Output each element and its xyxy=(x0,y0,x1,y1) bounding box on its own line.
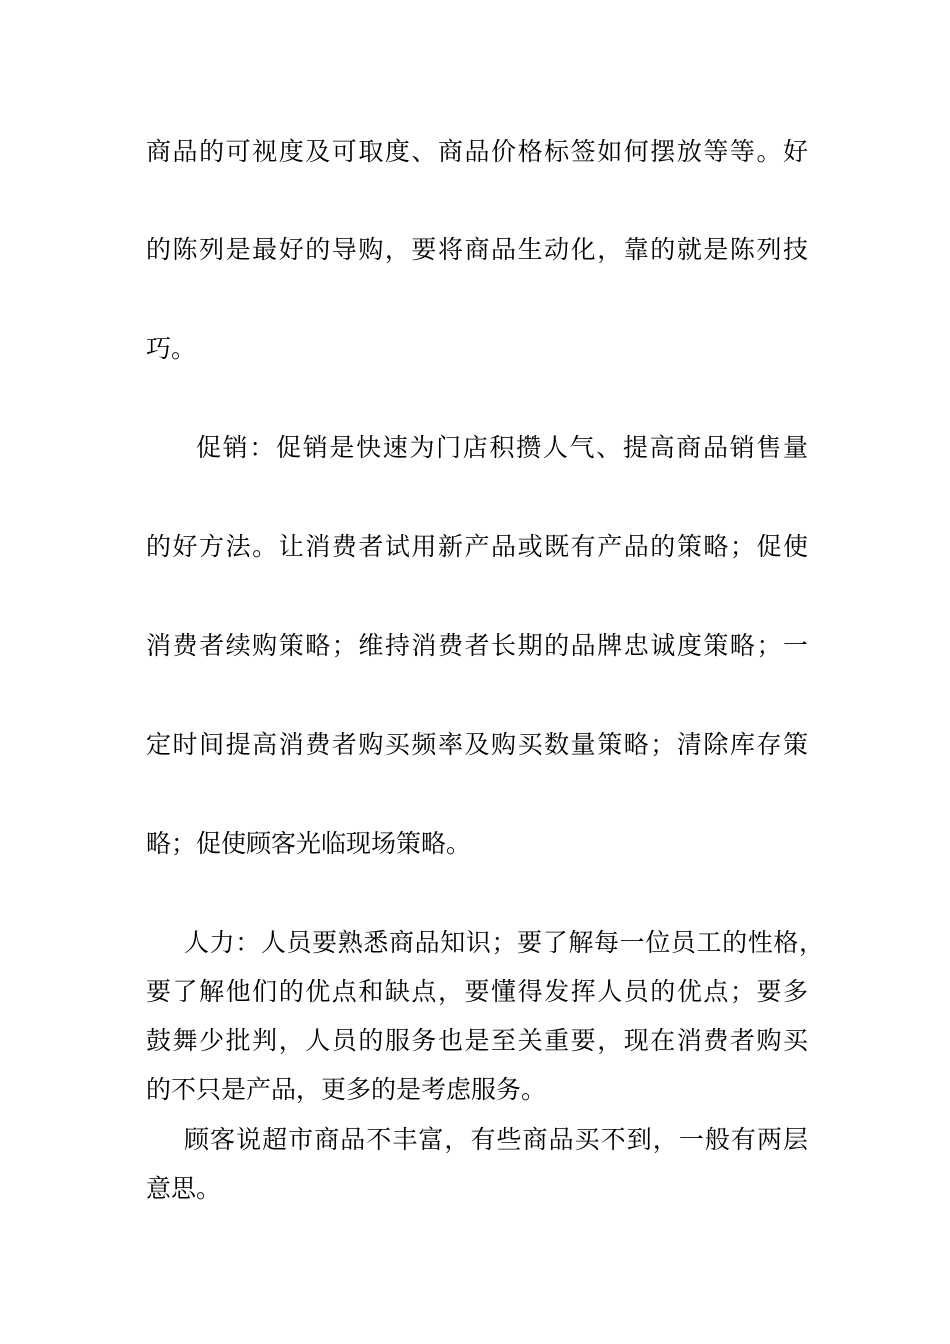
text-line: 意思。 xyxy=(146,1174,222,1203)
paragraph-start-line: 人力：人员要熟悉商品知识；要了解每一位员工的性格， xyxy=(184,928,824,957)
text-line: 鼓舞少批判，人员的服务也是至关重要，现在消费者购买 xyxy=(146,1026,808,1055)
paragraph-start-line: 顾客说超市商品不丰富，有些商品买不到，一般有两层 xyxy=(184,1125,808,1154)
text-line: 的陈列是最好的导购，要将商品生动化，靠的就是陈列技 xyxy=(146,235,808,264)
text-line: 略；促使顾客光临现场策略。 xyxy=(146,829,472,858)
text-line: 消费者续购策略；维持消费者长期的品牌忠诚度策略；一 xyxy=(146,631,808,660)
text-line: 的不只是产品，更多的是考虑服务。 xyxy=(146,1075,547,1104)
text-line: 商品的可视度及可取度、商品价格标签如何摆放等等。好 xyxy=(146,137,808,166)
text-line: 巧。 xyxy=(146,334,197,363)
text-line: 要了解他们的优点和缺点，要懂得发挥人员的优点；要多 xyxy=(146,977,808,1006)
text-line: 定时间提高消费者购买频率及购买数量策略；清除库存策 xyxy=(146,730,808,759)
text-line: 的好方法。让消费者试用新产品或既有产品的策略；促使 xyxy=(146,532,808,561)
paragraph-start-line: 促销：促销是快速为门店积攒人气、提高商品销售量 xyxy=(196,433,808,462)
